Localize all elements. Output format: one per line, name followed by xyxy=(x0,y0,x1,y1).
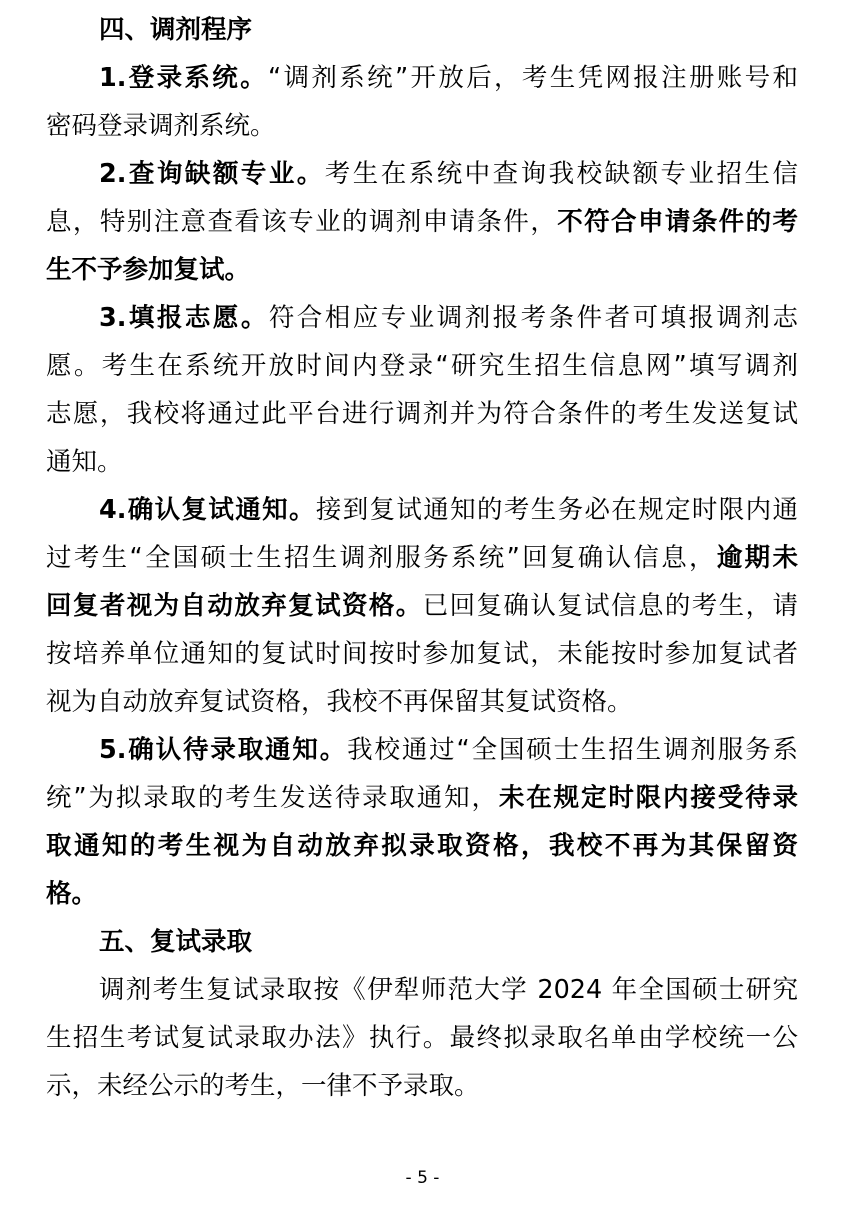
step3-line2: 愿。考生在系统开放时间内登录“研究生招生信息网”填写调剂 xyxy=(46,351,798,381)
step4-bold-2: 逾期未 xyxy=(716,543,798,573)
step4-title: 4.确认复试通知。 xyxy=(99,495,316,525)
step3-line3: 志愿，我校将通过此平台进行调剂并为符合条件的考生发送复试 xyxy=(46,399,798,429)
step4-line2 xyxy=(46,534,798,582)
step4-bold-3: 回复者视为自动放弃复试资格。 xyxy=(46,591,423,621)
step5-line1 xyxy=(46,726,798,774)
step5-bold-2: 未在规定时限内接受待录 xyxy=(498,783,798,813)
step4-line5: 视为自动放弃复试资格，我校不再保留其复试资格。 xyxy=(46,687,633,717)
step3-line1 xyxy=(46,294,798,342)
step5-title: 5.确认待录取通知。 xyxy=(99,735,348,765)
step3-line4: 通知。 xyxy=(46,447,123,477)
step2-title: 2.查询缺额专业。 xyxy=(99,159,325,189)
step2-text: 考生在系统中查询我校缺额专业招生信 xyxy=(324,159,798,189)
step2-bold-2: 不符合申请条件的考 xyxy=(557,207,798,237)
step5-line4: 格。 xyxy=(46,879,98,909)
step1-text: “调剂系统”开放后，考生凭网报注册账号和 xyxy=(268,63,798,93)
step1-title: 1.登录系统。 xyxy=(99,63,269,93)
para5-line2: 生招生考试复试录取办法》执行。最终拟录取名单由学校统一公 xyxy=(46,1023,798,1053)
step4-line3 xyxy=(46,582,798,630)
step5-line2 xyxy=(46,774,798,822)
step3-text: 符合相应专业调剂报考条件者可填报调剂志 xyxy=(268,303,798,333)
step4-line1 xyxy=(46,486,798,534)
step5-text-2: 统”为拟录取的考生发送待录取通知， xyxy=(46,783,499,813)
section-heading-5: 五、复试录取 xyxy=(99,927,253,957)
document-page xyxy=(46,6,798,1110)
step2-line3: 生不予参加复试。 xyxy=(46,255,251,285)
step5-line3: 取通知的考生视为自动放弃拟录取资格，我校不再为其保留资 xyxy=(46,831,798,861)
step2-line2 xyxy=(46,198,798,246)
step5-text: 我校通过“全国硕士生招生调剂服务系 xyxy=(347,735,798,765)
step1-line1 xyxy=(46,54,798,102)
step4-text: 接到复试通知的考生务必在规定时限内通 xyxy=(315,495,798,525)
step3-title: 3.填报志愿。 xyxy=(99,303,269,333)
step2-line1 xyxy=(46,150,798,198)
step2-text-2: 息，特别注意查看该专业的调剂申请条件， xyxy=(46,207,558,237)
step4-text-3: 已回复确认复试信息的考生，请 xyxy=(422,591,798,621)
step4-line4: 按培养单位通知的复试时间按时参加复试，未能按时参加复试者 xyxy=(46,639,798,669)
step1-line2: 密码登录调剂系统。 xyxy=(46,111,276,141)
para5-line3: 示，未经公示的考生，一律不予录取。 xyxy=(46,1071,480,1101)
step4-text-2: 过考生“全国硕士生招生调剂服务系统”回复确认信息， xyxy=(46,543,717,573)
para5-line1: 调剂考生复试录取按《伊犁师范大学 2024 年全国硕士研究 xyxy=(99,975,798,1005)
page-number: - 5 - xyxy=(405,1168,440,1188)
section-heading-4: 四、调剂程序 xyxy=(99,15,253,45)
